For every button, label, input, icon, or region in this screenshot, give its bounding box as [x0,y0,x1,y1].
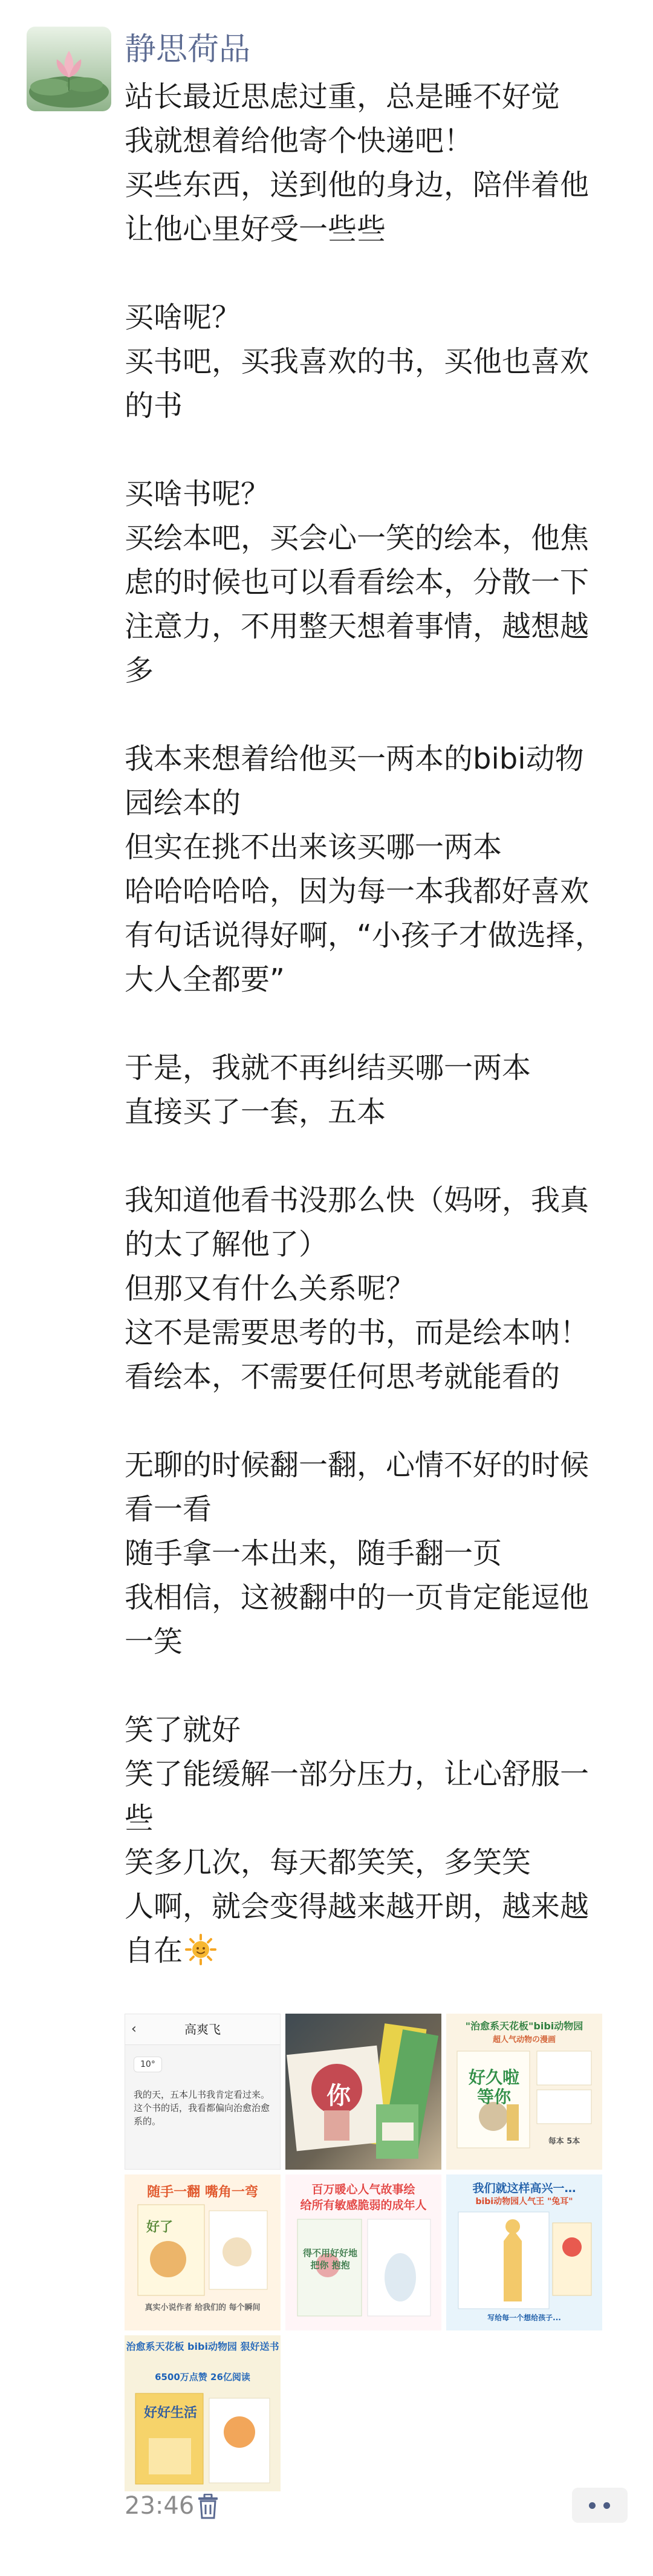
post-text-line: 让他心里好受一些些 [125,212,386,246]
image-thumb-book-photo[interactable] [285,2014,441,2170]
post-text-line: 站长最近思虑过重，总是睡不好觉 [125,80,560,114]
post-text-line: 园绘本的 [125,786,241,820]
book-cover-text: 你 [326,2082,351,2110]
image-thumb-product-2[interactable] [125,2174,281,2330]
weather-bubble: 10° [134,2057,162,2072]
post-text-line: 买绘本吧，买会心一笑的绘本，他焦 [125,521,590,555]
post-text-line: 多 [125,654,154,688]
post-blank-line [125,1664,626,1708]
more-dots-button[interactable] [572,2488,628,2523]
product-2-title: 随手一翻 嘴角一弯 [147,2185,258,2200]
product-4-footer: 写给每一个想给孩子... [487,2314,561,2322]
post-blank-line [125,252,626,296]
product-2-cover-text: 好了 [146,2220,174,2235]
product-4-title: 我们就这样高兴一… [472,2182,576,2195]
post-text-line: 哈哈哈哈哈，因为每一本我都好喜欢 [125,874,590,908]
product-3-cover-text: 得不用好好地 把你 抱抱 [302,2248,357,2271]
post-text-line-last [125,1929,626,1973]
back-arrow-icon: ‹ [131,2021,137,2037]
image-thumb-chat-screenshot[interactable] [125,2014,281,2170]
post-text-line: 随手拿一本出来，随手翻一页 [125,1537,502,1570]
post-text-line: 笑了就好 [125,1713,241,1747]
trash-icon[interactable] [197,2494,219,2519]
post-text-line: 笑了能缓解一部分压力，让心舒服一 [125,1757,590,1791]
product-3-title: 百万暖心人气故事绘 [311,2183,415,2196]
post-text-line: 有句话说得好啊，“小孩子才做选择， [125,919,604,952]
post-body [125,75,626,1973]
author-avatar[interactable] [27,27,111,111]
post-blank-line [125,1399,626,1443]
post-text-line: 我相信，这被翻中的一页肯定能逗他 [125,1581,590,1615]
post-text-line: 但实在挑不出来该买哪一两本 [125,830,502,864]
post-text-line: 我本来想着给他买一两本的bibi动物 [125,742,584,776]
post-text-line: 笑多几次，每天都笑笑，多笑笑 [125,1846,531,1879]
post-text-line: 我知道他看书没那么快（妈呀，我真 [125,1183,590,1217]
post-text-line: 买些东西，送到他的身边，陪伴着他 [125,168,590,202]
post-last-text: 自在 [125,1934,183,1968]
post-text-line: 的书 [125,389,183,423]
sun-emoji-icon [185,1934,216,1965]
post-blank-line [125,428,626,472]
product-5-title: 治愈系天花板 bibi动物园 狠好送书 [126,2341,279,2352]
product-3-subtitle: 给所有敏感脆弱的成年人 [300,2199,427,2212]
post-time: 23:46 [125,2492,195,2520]
post-text-line: 无聊的时候翻一翻，心情不好的时候 [125,1448,590,1482]
product-1-subtitle: 超人气动物の漫画 [492,2035,556,2044]
book-photo-image [285,2014,441,2170]
post-blank-line [125,1002,626,1046]
chat-message: 我的天，五本儿书我肯定看过来。这个书的话，我看都偏向治愈治愈系的。 [134,2089,270,2127]
product-1-price: 每本 5本 [548,2137,580,2146]
post-text-line: 一笑 [125,1625,183,1659]
post-text-line: 于是，我就不再纠结买哪一两本 [125,1051,531,1085]
chat-title: 高爽飞 [184,2022,221,2037]
author-name[interactable]: 静思荷品 [125,31,251,68]
post-blank-line [125,1134,626,1179]
post-text-line: 些 [125,1801,154,1835]
product-4-subtitle: bibi动物园人气王 "兔耳" [475,2197,573,2207]
image-thumb-product-3[interactable] [285,2174,441,2330]
post-blank-line [125,693,626,737]
product-2-subtitle: 真实小说作者 给我们的 每个瞬间 [145,2303,261,2312]
product-1-cover-text: 好久啦 等你 [468,2067,519,2107]
post-text-line: 看绘本，不需要任何思考就能看的 [125,1360,560,1394]
product-1-title: "治愈系天花板"bibi动物园 [465,2020,583,2032]
image-thumb-product-1[interactable] [446,2014,602,2170]
post-text-line: 注意力，不用整天想着事情，越想越 [125,610,590,643]
post-text-line: 看一看 [125,1492,212,1526]
post-text-line: 但那又有什么关系呢？ [125,1272,415,1306]
lotus-avatar-image [27,27,111,111]
more-dots-icon [589,2502,596,2509]
post-text-line: 人啊，就会变得越来越开朗，越来越 [125,1890,590,1924]
product-5-subtitle: 6500万点赞 26亿阅读 [155,2372,250,2382]
image-thumb-product-4[interactable] [446,2174,602,2330]
more-dots-icon [603,2502,610,2509]
post-text-line: 虑的时候也可以看看绘本，分散一下 [125,565,590,599]
post-text-line: 大人全都要” [125,963,285,997]
post-text-line: 买书吧，买我喜欢的书，买他也喜欢 [125,345,590,379]
post-text-line: 我就想着给他寄个快递吧！ [125,124,473,158]
product-4-image [446,2174,602,2330]
post-text-line: 的太了解他了） [125,1228,328,1261]
product-5-cover-text: 好好生活 [143,2405,197,2421]
post-text-line: 买啥呢？ [125,301,241,334]
image-grid [125,2014,602,2491]
chat-title-bar [125,2014,280,2045]
image-thumb-product-5[interactable] [125,2335,281,2491]
post-text-line: 买啥书呢？ [125,477,270,511]
post-text-line: 这不是需要思考的书，而是绘本呐！ [125,1316,590,1350]
post-text-line: 直接买了一套，五本 [125,1095,386,1129]
